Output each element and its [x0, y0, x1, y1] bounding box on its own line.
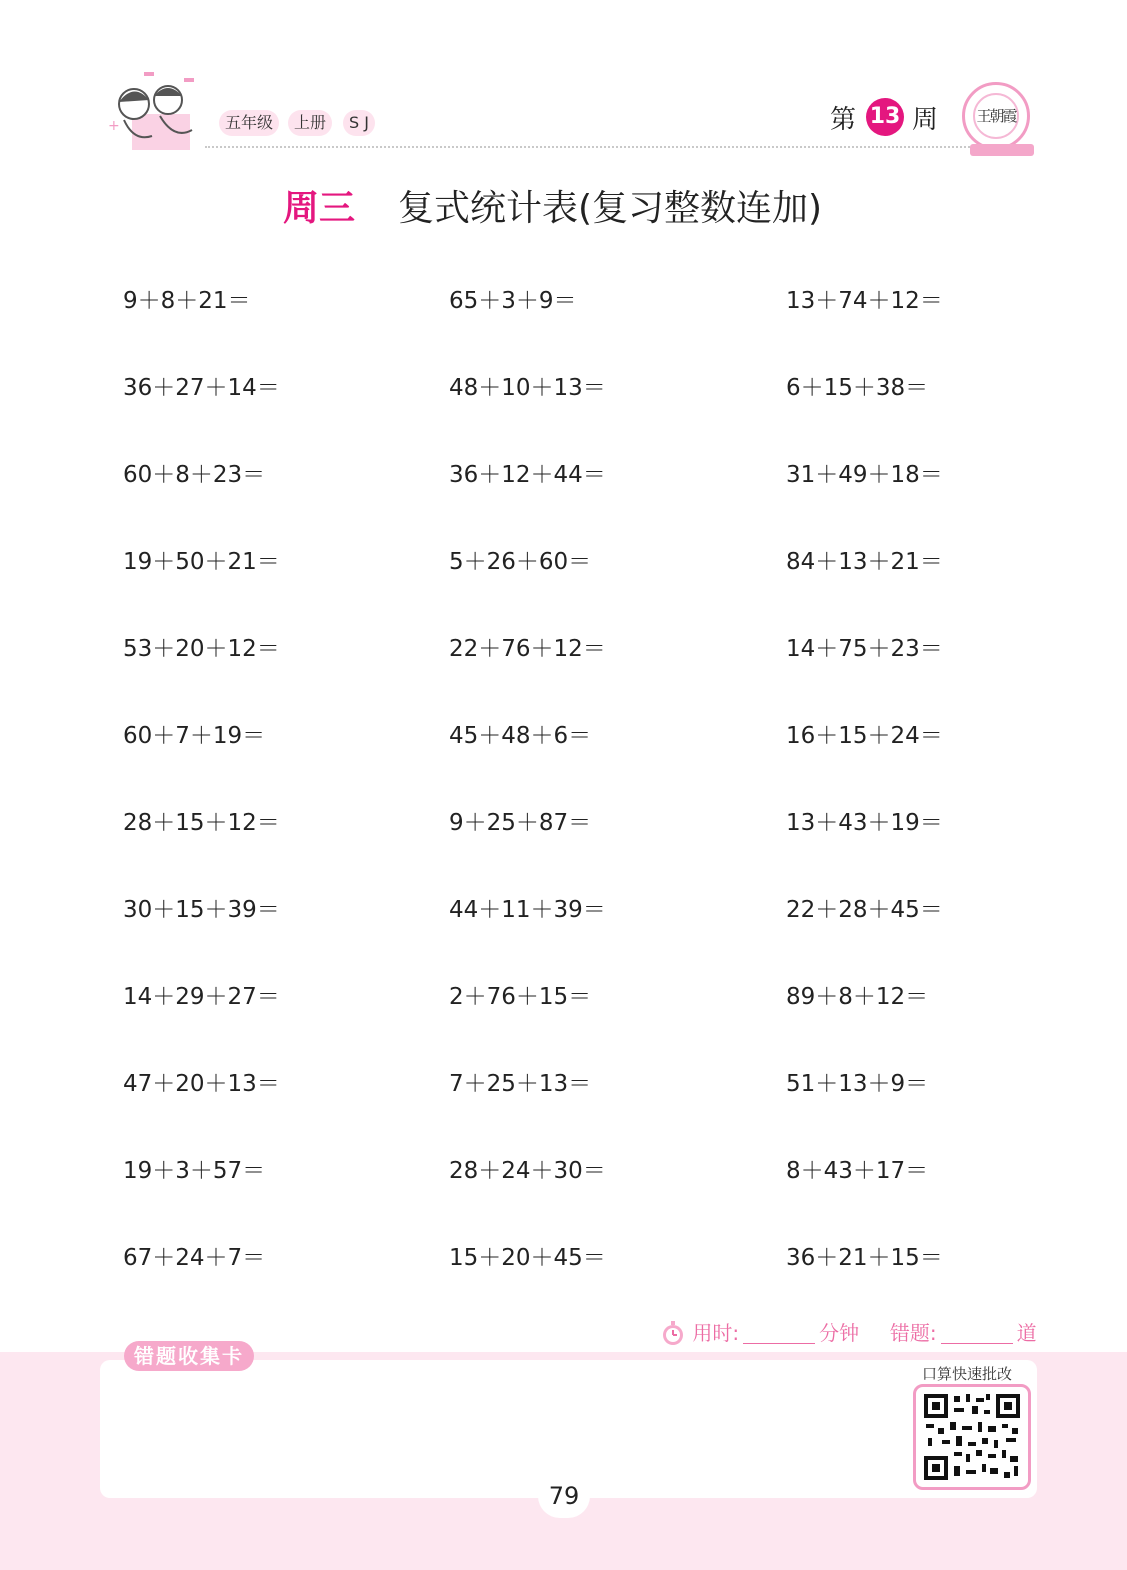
stopwatch-icon — [660, 1320, 686, 1346]
term-label: 上册 — [288, 110, 332, 136]
problem-item: 14＋75＋23＝ — [786, 636, 943, 662]
problem-item: 53＋20＋12＝ — [123, 636, 280, 662]
title-day: 周三 — [283, 188, 356, 229]
problem-item: 19＋3＋57＝ — [123, 1158, 266, 1184]
problem-item: 60＋8＋23＝ — [123, 462, 266, 488]
problem-item: 48＋10＋13＝ — [449, 375, 606, 401]
time-and-errors-record — [660, 1318, 1037, 1348]
errors-blank[interactable] — [941, 1343, 1013, 1344]
problem-item: 84＋13＋21＝ — [786, 549, 943, 575]
brand-logo — [962, 82, 1030, 150]
problem-item: 28＋24＋30＝ — [449, 1158, 606, 1184]
problem-item: 36＋27＋14＝ — [123, 375, 280, 401]
header-divider — [205, 146, 970, 148]
edition-label: S J — [343, 110, 375, 136]
problem-item: 5＋26＋60＝ — [449, 549, 592, 575]
time-unit: 分钟 — [819, 1321, 860, 1345]
grade-label: 五年级 — [219, 110, 279, 136]
problem-item: 13＋74＋12＝ — [786, 288, 943, 314]
cartoon-kids-illustration — [104, 70, 204, 158]
problem-item: 8＋43＋17＝ — [786, 1158, 929, 1184]
week-number-badge: 13 — [866, 98, 904, 136]
problem-item: 31＋49＋18＝ — [786, 462, 943, 488]
svg-text:+: + — [108, 118, 120, 134]
problem-item: 15＋20＋45＝ — [449, 1245, 606, 1271]
time-label: 用时: — [692, 1321, 740, 1345]
problem-item: 60＋7＋19＝ — [123, 723, 266, 749]
problem-item: 2＋76＋15＝ — [449, 984, 592, 1010]
problem-item: 45＋48＋6＝ — [449, 723, 592, 749]
page-number: 79 — [538, 1474, 590, 1518]
logo-ribbon — [970, 144, 1034, 156]
problem-item: 36＋21＋15＝ — [786, 1245, 943, 1271]
mistake-card-title: 错题收集卡 — [124, 1341, 254, 1371]
errors-label: 错题: — [889, 1321, 937, 1345]
week-prefix: 第 — [830, 105, 857, 135]
problem-item: 9＋8＋21＝ — [123, 288, 251, 314]
problem-item: 6＋15＋38＝ — [786, 375, 929, 401]
page-title: 复式统计表(复习整数连加) — [398, 188, 823, 229]
problem-item: 14＋29＋27＝ — [123, 984, 280, 1010]
problem-item: 7＋25＋13＝ — [449, 1071, 592, 1097]
week-suffix: 周 — [912, 105, 939, 135]
problem-item: 22＋28＋45＝ — [786, 897, 943, 923]
qr-code[interactable] — [913, 1384, 1031, 1490]
problem-item: 16＋15＋24＝ — [786, 723, 943, 749]
problem-item: 51＋13＋9＝ — [786, 1071, 929, 1097]
problem-item: 65＋3＋9＝ — [449, 288, 577, 314]
problem-item: 19＋50＋21＝ — [123, 549, 280, 575]
problem-item: 9＋25＋87＝ — [449, 810, 592, 836]
problem-item: 30＋15＋39＝ — [123, 897, 280, 923]
problem-item: 13＋43＋19＝ — [786, 810, 943, 836]
problem-item: 47＋20＋13＝ — [123, 1071, 280, 1097]
problem-item: 28＋15＋12＝ — [123, 810, 280, 836]
qr-caption: 口算快速批改 — [922, 1365, 1013, 1383]
qr-code-icon — [922, 1392, 1022, 1482]
problem-item: 44＋11＋39＝ — [449, 897, 606, 923]
errors-unit: 道 — [1016, 1321, 1037, 1345]
time-blank[interactable] — [743, 1343, 815, 1344]
problem-item: 36＋12＋44＝ — [449, 462, 606, 488]
problem-item: 67＋24＋7＝ — [123, 1245, 266, 1271]
problem-item: 89＋8＋12＝ — [786, 984, 929, 1010]
problem-item: 22＋76＋12＝ — [449, 636, 606, 662]
brand-logo-text: 王朝霞 — [973, 93, 1019, 139]
